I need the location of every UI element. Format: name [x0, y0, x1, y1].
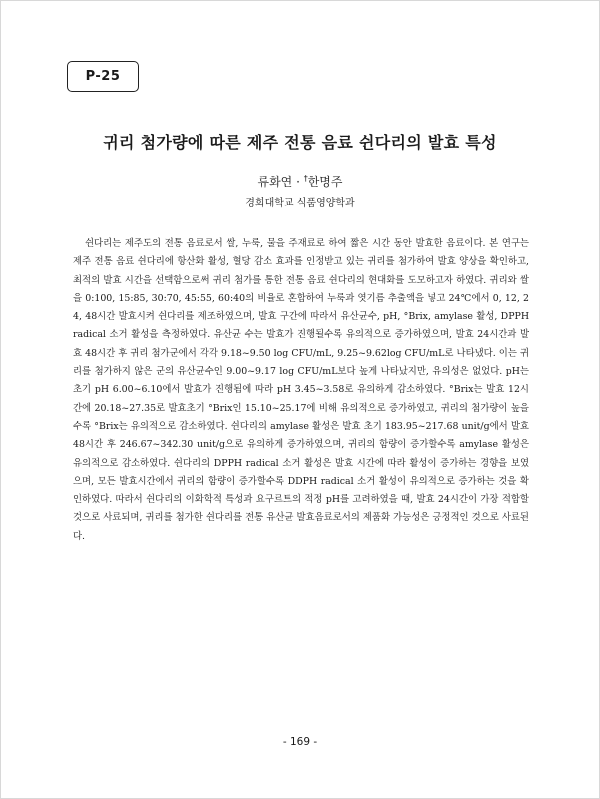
- author-second: 한명주: [307, 175, 343, 189]
- corresponding-mark: †: [303, 174, 308, 183]
- poster-id-label: P-25: [67, 61, 139, 92]
- page-number: - 169 -: [282, 736, 318, 748]
- author-line: [0, 173, 600, 190]
- affiliation: 경희대학교 식품영양학과: [245, 198, 355, 209]
- author-separator: ·: [292, 175, 304, 189]
- author-first: 류화연: [257, 175, 293, 189]
- paper-title: 귀리 첨가량에 따른 제주 전통 음료 쉰다리의 발효 특성: [103, 133, 497, 152]
- abstract-body: 쉰다리는 제주도의 전통 음료로서 쌀, 누룩, 물을 주재료로 하여 짧은 시간 동안 발효한 음료이다. 본 연구는 제주 전통 음료 쉰다리에 항산화 활성, 혈당 감소 효과를 인정받고 있는 귀리를 첨가하여 발효 양상을 확인하고, 최적의 발효 시간을 선택함으로써 귀리 첨가를 통한 전통 음료 쉰다리의 현대화를 도모하고자 하였다. 귀리와 쌀을 0:100, 15:85, 30:70, 45:55, 60:40의 비율로 혼합하여 누룩과 엿기름 추출액을 넣고 24℃에서 0, 12, 24, 48시간 발효시켜 쉰다리를 제조하였으며, 발효 구간에 따라서 유산균수, pH, °Brix, amylase 활성, DPPH radical 소거 활성을 측정하였다. 유산균 수는 발효가 진행될수록 유의적으로 증가하였으며, 발효 24시간과 발효 48시간 후 귀리 첨가군에서 각각 9.18~9.50 log CFU/mL, 9.25~9.62log CFU/mL로 나타냈다. 이는 귀리를 첨가하지 않은 군의 유산균수인 9.00~9.17 log CFU/mL보다 높게 나타났지만, 유의성은 없었다. pH는 초기 pH 6.00~6.10에서 발효가 진행됨에 따라 pH 3.45~3.58로 유의하게 감소하였다. °Brix는 발효 12시간에 20.18~27.35로 발효초기 °Brix인 15.10~25.17에 비해 유의적으로 증가하였고, 귀리의 첨가량이 높을수록 °Brix는 유의적으로 감소하였다. 쉰다리의 amylase 활성은 발효 초기 183.95~217.68 unit/g에서 발효 48시간 후 246.67~342.30 unit/g으로 유의하게 증가하였으며, 귀리의 함량이 증가할수록 amylase 활성은 유의적으로 감소하였다. 쉰다리의 DPPH radical 소거 활성은 발효 시간에 따라 활성이 증가하는 경향을 보였으며, 모든 발효시간에서 귀리의 함량이 증가할수록 DDPH radical 소거 활성이 유의적으로 증가하는 것을 확인하였다. 따라서 쉰다리의 이화학적 특성과 요구르트의 적정 pH를 고려하였을 때, 발효 24시간이 가장 적합할 것으로 사료되며, 귀리를 첨가한 쉰다리를 전통 유산균 발효음료로서의 제품화 가능성은 긍정적인 것으로 사료된다.: [73, 238, 529, 542]
